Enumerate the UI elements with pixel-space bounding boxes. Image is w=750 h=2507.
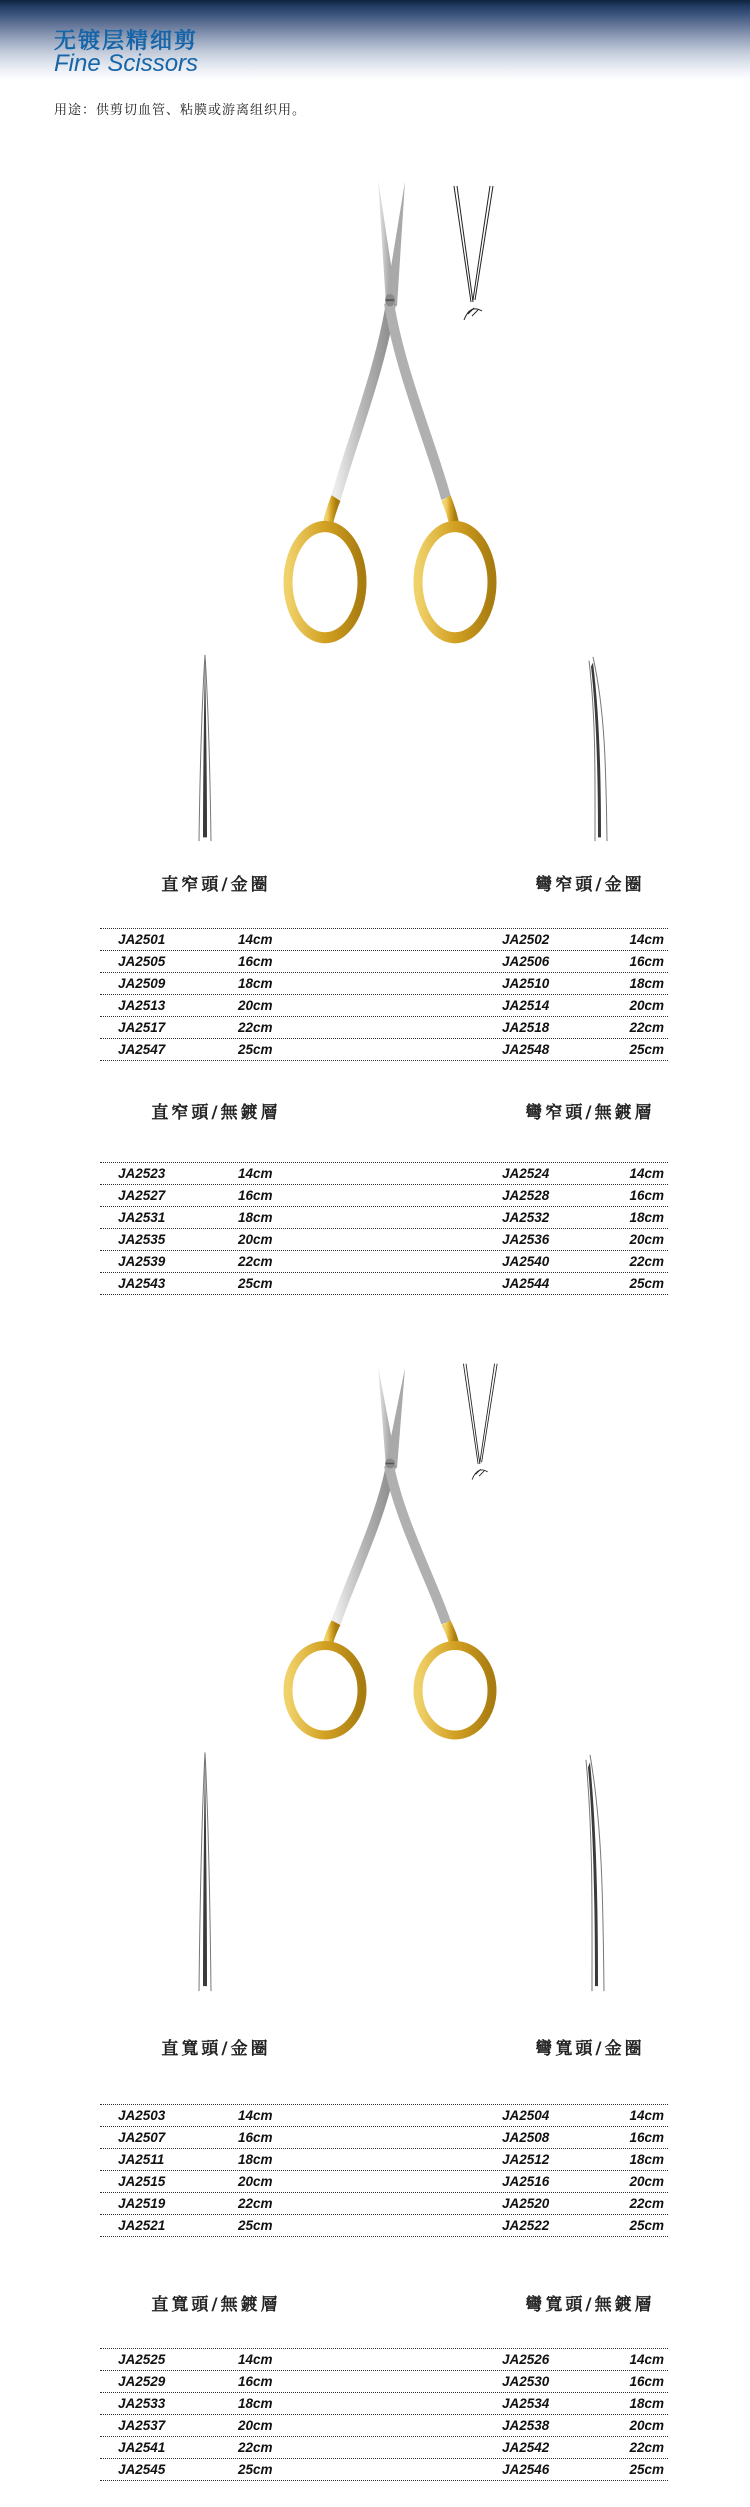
table-row (100, 995, 668, 1017)
product-code: JA2503 (118, 2108, 166, 2123)
table-3-left-header: 直寬頭/金圈 (161, 2039, 271, 2059)
product-code: JA2527 (118, 1188, 166, 1203)
product-code: JA2533 (118, 2396, 166, 2411)
table-row (100, 1251, 668, 1273)
product-size: 16cm (629, 1188, 664, 1203)
page-title-zh: 无镀层精细剪 (54, 29, 199, 54)
product-size: 25cm (629, 2218, 664, 2233)
product-size: 22cm (629, 2440, 664, 2455)
product-size: 18cm (238, 2152, 273, 2167)
product-size: 22cm (238, 1020, 273, 1035)
product-table-3 (100, 2104, 668, 2237)
product-code: JA2513 (118, 998, 166, 1013)
product-code: JA2516 (502, 2174, 550, 2189)
table-4-left-header: 直寬頭/無鍍層 (151, 2295, 281, 2315)
table-row (100, 2215, 668, 2237)
product-size: 16cm (238, 2130, 273, 2145)
product-code: JA2541 (118, 2440, 166, 2455)
product-code: JA2528 (502, 1188, 550, 1203)
usage-text: 用途：供剪切血管、粘膜或游离组织用。 (54, 103, 307, 118)
scissor-tips-inset-drawing-1 (446, 184, 498, 332)
product-size: 18cm (629, 976, 664, 991)
product-size: 25cm (629, 1276, 664, 1291)
table-row (100, 2127, 668, 2149)
product-code: JA2521 (118, 2218, 166, 2233)
product-code: JA2544 (502, 1276, 550, 1291)
product-table-4 (100, 2348, 668, 2481)
product-size: 20cm (629, 2418, 664, 2433)
table-row (100, 2371, 668, 2393)
product-size: 20cm (629, 2174, 664, 2189)
product-size: 16cm (238, 2374, 273, 2389)
product-code: JA2526 (502, 2352, 550, 2367)
product-code: JA2535 (118, 1232, 166, 1247)
table-1-left-header: 直窄頭/金圈 (161, 875, 271, 895)
product-size: 14cm (629, 2352, 664, 2367)
product-code: JA2504 (502, 2108, 550, 2123)
table-row (100, 2459, 668, 2481)
table-2-left-header: 直窄頭/無鍍層 (151, 1103, 281, 1123)
product-code: JA2509 (118, 976, 166, 991)
product-size: 14cm (238, 2108, 273, 2123)
product-code: JA2502 (502, 932, 550, 947)
product-code: JA2518 (502, 1020, 550, 1035)
table-row (100, 2393, 668, 2415)
product-code: JA2524 (502, 1166, 550, 1181)
product-code: JA2536 (502, 1232, 550, 1247)
product-size: 20cm (238, 2174, 273, 2189)
product-table-2 (100, 1162, 668, 1295)
table-row (100, 2193, 668, 2215)
table-row (100, 973, 668, 995)
product-size: 14cm (629, 932, 664, 947)
product-size: 25cm (238, 2462, 273, 2477)
product-code: JA2539 (118, 1254, 166, 1269)
curved-tip-drawing-2 (580, 1750, 608, 1996)
table-row (100, 2437, 668, 2459)
table-row (100, 1017, 668, 1039)
table-row (100, 1273, 668, 1295)
scissor-tips-inset-drawing-2 (453, 1362, 505, 1490)
table-row (100, 1185, 668, 1207)
product-code: JA2548 (502, 1042, 550, 1057)
product-code: JA2510 (502, 976, 550, 991)
product-size: 14cm (629, 1166, 664, 1181)
product-size: 20cm (238, 2418, 273, 2433)
product-code: JA2530 (502, 2374, 550, 2389)
product-code: JA2529 (118, 2374, 166, 2389)
product-code: JA2508 (502, 2130, 550, 2145)
table-4-right-header: 彎寬頭/無鍍層 (525, 2295, 655, 2315)
product-code: JA2514 (502, 998, 550, 1013)
product-size: 18cm (629, 2396, 664, 2411)
product-code: JA2532 (502, 1210, 550, 1225)
product-code: JA2534 (502, 2396, 550, 2411)
table-row (100, 1163, 668, 1185)
product-size: 14cm (629, 2108, 664, 2123)
product-code: JA2505 (118, 954, 166, 969)
product-code: JA2512 (502, 2152, 550, 2167)
product-code: JA2531 (118, 1210, 166, 1225)
product-code: JA2537 (118, 2418, 166, 2433)
product-code: JA2511 (118, 2152, 165, 2167)
product-size: 16cm (629, 2374, 664, 2389)
product-code: JA2546 (502, 2462, 550, 2477)
page-title-en: Fine Scissors (54, 50, 199, 77)
table-2-right-header: 彎窄頭/無鍍層 (525, 1103, 655, 1123)
product-size: 20cm (629, 998, 664, 1013)
product-code: JA2543 (118, 1276, 166, 1291)
product-size: 18cm (629, 2152, 664, 2167)
table-row (100, 929, 668, 951)
product-size: 25cm (238, 1276, 273, 1291)
product-size: 18cm (238, 1210, 273, 1225)
table-1-right-header: 彎窄頭/金圈 (535, 875, 645, 895)
product-code: JA2515 (118, 2174, 166, 2189)
product-code: JA2542 (502, 2440, 550, 2455)
product-size: 20cm (629, 1232, 664, 1247)
table-row (100, 1229, 668, 1251)
product-size: 20cm (238, 1232, 273, 1247)
product-size: 20cm (238, 998, 273, 1013)
curved-tip-drawing-1 (583, 653, 611, 845)
table-row (100, 2415, 668, 2437)
product-size: 22cm (238, 2196, 273, 2211)
table-row (100, 2105, 668, 2127)
product-code: JA2545 (118, 2462, 166, 2477)
table-row (100, 1207, 668, 1229)
table-row (100, 951, 668, 973)
product-size: 18cm (629, 1210, 664, 1225)
product-code: JA2523 (118, 1166, 166, 1181)
product-code: JA2506 (502, 954, 550, 969)
straight-tip-drawing-2 (191, 1750, 219, 1996)
product-size: 16cm (238, 954, 273, 969)
straight-tip-drawing-1 (191, 653, 219, 845)
product-size: 25cm (238, 2218, 273, 2233)
product-code: JA2522 (502, 2218, 550, 2233)
table-row (100, 2349, 668, 2371)
product-size: 16cm (238, 1188, 273, 1203)
product-size: 22cm (629, 1020, 664, 1035)
product-code: JA2519 (118, 2196, 166, 2211)
product-size: 16cm (629, 954, 664, 969)
product-table-1 (100, 928, 668, 1061)
table-row (100, 2171, 668, 2193)
product-size: 18cm (238, 976, 273, 991)
table-row (100, 2149, 668, 2171)
product-size: 22cm (629, 1254, 664, 1269)
product-code: JA2507 (118, 2130, 166, 2145)
product-code: JA2520 (502, 2196, 550, 2211)
product-size: 18cm (238, 2396, 273, 2411)
table-row (100, 1039, 668, 1061)
product-code: JA2547 (118, 1042, 166, 1057)
product-size: 22cm (238, 1254, 273, 1269)
product-size: 14cm (238, 2352, 273, 2367)
product-size: 16cm (629, 2130, 664, 2145)
product-size: 14cm (238, 1166, 273, 1181)
product-size: 25cm (629, 2462, 664, 2477)
product-code: JA2525 (118, 2352, 166, 2367)
product-size: 14cm (238, 932, 273, 947)
product-size: 22cm (238, 2440, 273, 2455)
table-3-right-header: 彎寬頭/金圈 (535, 2039, 645, 2059)
product-code: JA2501 (118, 932, 166, 947)
product-size: 25cm (629, 1042, 664, 1057)
product-code: JA2540 (502, 1254, 550, 1269)
product-code: JA2517 (118, 1020, 166, 1035)
product-size: 25cm (238, 1042, 273, 1057)
product-code: JA2538 (502, 2418, 550, 2433)
product-size: 22cm (629, 2196, 664, 2211)
